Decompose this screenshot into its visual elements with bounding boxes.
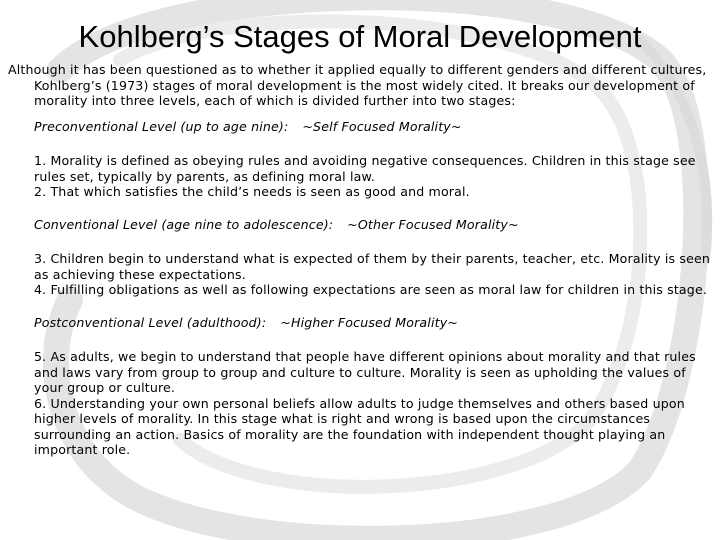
stage-item: 3. Children begin to understand what is expected of them by their parents, teacher, etc. Morality is seen as achieving these expectations.	[34, 251, 710, 282]
stage-item: 4. Fulfilling obligations as well as following expectations are seen as moral law for children in this stage.	[34, 282, 707, 297]
level-title: Preconventional Level (up to age nine):	[34, 118, 289, 134]
level-heading-conventional	[8, 217, 714, 233]
level-heading-preconventional	[8, 119, 714, 135]
stage-item: 2. That which satisfies the child’s needs is seen as good and moral.	[34, 184, 470, 199]
level-focus: ~Other Focused Morality~	[347, 216, 519, 232]
level-heading-postconventional	[8, 315, 714, 331]
level-focus: ~Higher Focused Morality~	[280, 314, 458, 330]
stage-item: 6. Understanding your own personal beliefs allow adults to judge themselves and others based upon higher levels of morality. In this stage what is right and wrong is based upon the circumstances surrounding an action. Basics of morality are the foundation with independent thought playing an important role.	[34, 395, 685, 457]
level-focus: ~Self Focused Morality~	[302, 118, 462, 134]
stage-item: 1. Morality is defined as obeying rules and avoiding negative consequences. Children in this stage see rules set, typically by parents, as defining moral law.	[34, 153, 696, 184]
level-title: Postconventional Level (adulthood):	[34, 314, 267, 330]
intro-paragraph: Although it has been questioned as to whether it applied equally to different genders and different cultures, Kohlberg’s (1973) stages of moral development is the most widely cited. It breaks our development of morality into three levels, each of which is divided further into two stages:	[8, 62, 707, 108]
level-title: Conventional Level (age nine to adolescence):	[34, 216, 334, 232]
content-body	[8, 62, 714, 458]
stage-item: 5. As adults, we begin to understand that people have different opinions about morality and that rules and laws vary from group to group and culture to culture. Morality is seen as upholding the values of your group or culture.	[34, 349, 696, 395]
page-title: Kohlberg’s Stages of Moral Development	[78, 19, 642, 54]
